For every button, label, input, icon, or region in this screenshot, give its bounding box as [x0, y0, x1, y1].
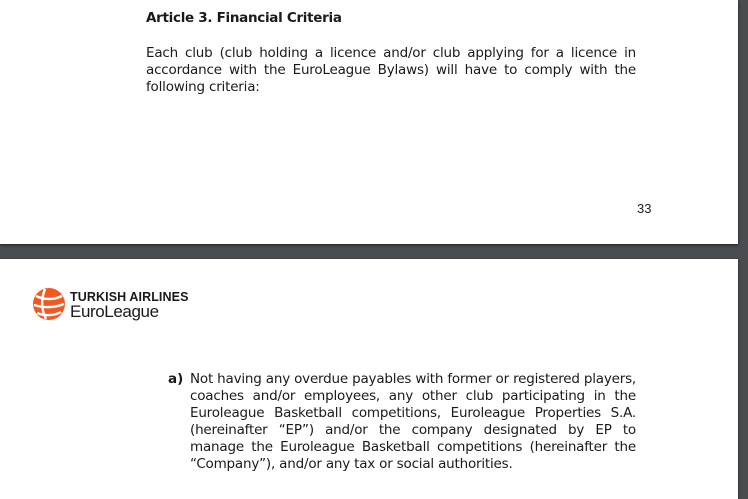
document-page-34 [0, 259, 738, 499]
article-heading: Article 3. Financial Criteria [146, 10, 342, 26]
document-page-33 [0, 0, 738, 244]
criteria-item-label: a) [168, 371, 184, 387]
logo-sponsor-text: TURKISH AIRLINES [70, 290, 189, 304]
logo-brand-text: EuroLeague [70, 302, 159, 321]
euroleague-logo [32, 287, 212, 323]
page-number: 33 [637, 201, 652, 216]
criteria-item-text: Not having any overdue payables with former or registered players, coaches and/or employees, any other club participating in the Euroleague Basketball competitions, Euroleague Properties S.A. (hereinafter “EP”) and/or the company designated by EP to manage the Euroleague Basketball competitions (hereinafter the “Company”), and/or any tax or social authorities. [190, 371, 636, 472]
article-intro-paragraph: Each club (club holding a licence and/or club applying for a licence in accordance with the EuroLeague Bylaws) will have to comply with the following criteria: [146, 45, 636, 95]
basketball-icon [32, 287, 66, 321]
